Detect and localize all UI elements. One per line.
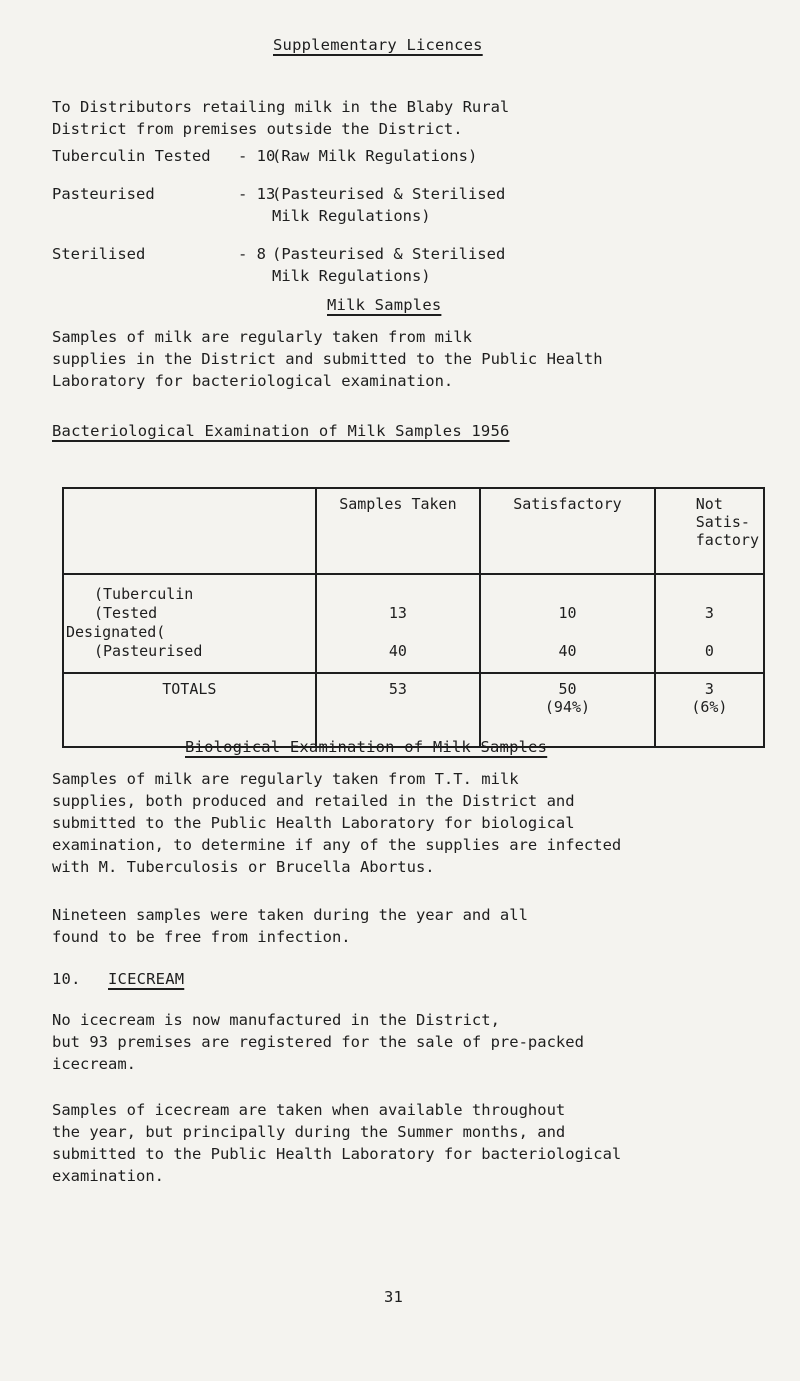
table-cell: 3 [704,604,714,622]
table-cell: 40 [388,642,407,660]
table-row [63,574,764,673]
samples-cell [316,574,481,673]
licence-regulation: (Raw Milk Regulations) [272,147,478,165]
licence-name: Sterilised [52,245,146,263]
tuberculin-label: (Tuberculin [94,585,194,603]
biological-heading: Biological Examination of Milk Samples [185,738,548,756]
licence-count: - 8 [238,245,266,263]
totals-satisfactory [480,673,655,747]
licence-regulation: (Pasteurised & Sterilised Milk Regulations) [272,245,506,285]
licence-count: - 10 [238,147,276,165]
milk-samples-heading: Milk Samples [327,296,442,314]
bacteriological-table [62,487,765,748]
totals-not-satisfactory-value: 3 [704,680,714,698]
totals-label: TOTALS [63,673,316,747]
section-number: 10. [52,970,81,988]
table-cell: 40 [558,642,577,660]
table-cell: 13 [388,604,407,622]
icecream-para-1: No icecream is now manufactured in the District, but 93 premises are registered for the sale of pre-packed icecream. [52,1011,584,1073]
totals-not-satisfactory-pct: (6%) [691,698,728,716]
table-cell: 10 [558,604,577,622]
intro-text [52,74,762,140]
licence-name: Pasteurised [52,185,155,203]
licence-row [0,183,800,227]
designated-cell [63,574,316,673]
totals-not-satisfactory [655,673,764,747]
totals-row [63,673,764,747]
milk-samples-text: Samples of milk are regularly taken from milk supplies in the District and submitted to the Public Health Laboratory for bacteriological examination. [52,328,603,390]
licence-row [0,243,800,287]
icecream-heading: ICECREAM [108,970,185,988]
biological-para-1: Samples of milk are regularly taken from T.T. milk supplies, both produced and retailed in the District and submitted to the Public Health Laboratory for biological examination, to determine if any of the supplies are infected with M. Tuberculosis or Brucella Abortus. [52,770,622,876]
licence-name: Tuberculin Tested [52,147,211,165]
pasteurised-label: (Pasteurised [94,642,203,660]
tested-label: (Tested [94,604,158,622]
table-header-row [63,488,764,574]
licence-count: - 13 [238,185,276,203]
totals-satisfactory-value: 50 [558,680,577,698]
licence-row [0,145,800,167]
intro-text-content: To Distributors retailing milk in the Blaby Rural District from premises outside the District. [52,98,510,138]
page-title: Supplementary Licences [273,36,483,54]
licence-regulation: (Pasteurised & Sterilised Milk Regulations) [272,185,506,225]
totals-samples: 53 [316,673,481,747]
icecream-para-2: Samples of icecream are taken when available throughout the year, but principally during the Summer months, and submitted to the Public Health Laboratory for bacteriological examination. [52,1101,622,1185]
column-header-satisfactory: Satisfactory [480,488,655,574]
table-header-blank [63,488,316,574]
table-cell: 0 [704,642,714,660]
column-header-not-satisfactory: Not Satis- factory [655,488,764,574]
biological-para-2: Nineteen samples were taken during the year and all found to be free from infection. [52,906,528,946]
not-satisfactory-cell [655,574,764,673]
page-number: 31 [384,1288,404,1306]
totals-satisfactory-pct: (94%) [544,698,591,716]
column-header-samples: Samples Taken [316,488,481,574]
satisfactory-cell [480,574,655,673]
designated-label: Designated( [66,623,166,641]
bacteriological-heading: Bacteriological Examination of Milk Samples 1956 [52,422,510,440]
